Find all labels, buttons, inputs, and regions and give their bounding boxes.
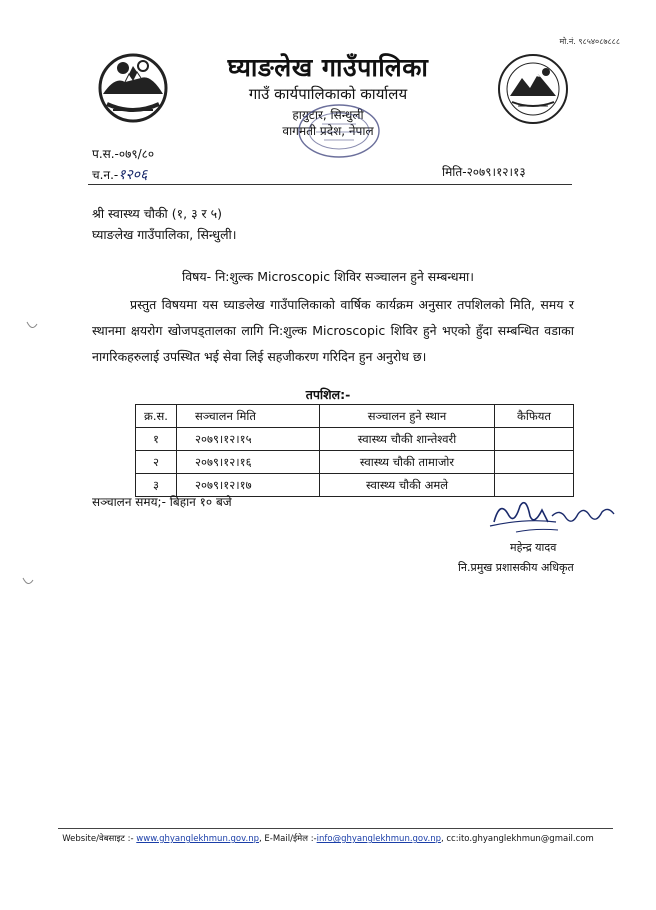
date-value: २०७९।१२।१३ — [466, 165, 526, 179]
signature-icon — [486, 492, 620, 536]
recipient-line-1: श्री स्वास्थ्य चौकी (१, ३ र ५) — [92, 206, 223, 221]
schedule-table — [135, 404, 574, 497]
office-seal-stamp-icon — [296, 102, 382, 160]
recipient-line-2: घ्याङलेख गाउँपालिका, सिन्धुली। — [92, 227, 237, 242]
table-title: तपशिल:- — [305, 387, 351, 402]
organization-name: घ्याङलेख गाउँपालिका — [227, 53, 429, 82]
municipality-logo-icon — [496, 52, 570, 126]
cc-email: , cc:ito.ghyanglekhmun@gmail.com — [440, 834, 594, 844]
patra-label: प.स.- — [92, 147, 119, 161]
email-label: , E-Mail/ईमेल :- — [259, 834, 317, 844]
address-line-2: वागमती प्रदेश, नेपाल — [282, 124, 374, 138]
row-place: स्वास्थ्य चौकी अमले — [320, 474, 495, 497]
letter-date — [442, 163, 526, 180]
row-date: २०७९।१२।१५ — [177, 428, 320, 451]
website-label: Website/वेबसाइट :- — [62, 834, 137, 844]
row-date: २०७९।१२।१७ — [177, 474, 320, 497]
row-remarks — [495, 428, 574, 451]
header-date: सञ्चालन मिति — [177, 405, 320, 428]
patra-sankhya — [92, 145, 154, 162]
row-place: स्वास्थ्य चौकी शान्तेश्वरी — [320, 428, 495, 451]
table-row — [136, 451, 574, 474]
email-link[interactable]: info@ghyanglekhmun.gov.np — [316, 834, 441, 844]
header-sn: क्र.स. — [136, 405, 177, 428]
row-place: स्वास्थ्य चौकी तामाजोर — [320, 451, 495, 474]
header-remarks: कैफियत — [495, 405, 574, 428]
chalani-label: च.न.- — [92, 168, 119, 182]
timing-note: सञ्चालन समय;- बिहान १० बजे — [92, 495, 232, 509]
website-link[interactable]: www.ghyanglekhmun.gov.np — [136, 834, 259, 844]
letter-subject: विषय- नि:शुल्क Microscopic शिविर सञ्चालन हुने सम्बन्धमा। — [181, 269, 475, 284]
table-header-row — [136, 405, 574, 428]
punch-hole-mark — [22, 576, 34, 588]
chalani-number — [92, 165, 147, 184]
signatory-name: महेन्द्र यादव — [510, 541, 557, 554]
date-label: मिति- — [442, 165, 467, 179]
header-divider — [88, 184, 572, 185]
header-place: सञ्चालन हुने स्थान — [320, 405, 495, 428]
punch-hole-mark — [26, 320, 38, 332]
footer-contact — [0, 833, 656, 844]
row-date: २०७९।१२।१६ — [177, 451, 320, 474]
mobile-number: मो.नं. ९८५४०८७८८८ — [559, 37, 620, 46]
office-name: गाउँ कार्यपालिकाको कार्यालय — [248, 85, 408, 103]
patra-value: ०७९/८० — [118, 147, 155, 161]
row-sn: २ — [136, 451, 177, 474]
row-remarks — [495, 451, 574, 474]
letter-body: प्रस्तुत विषयमा यस घ्याङलेख गाउँपालिकाको वार्षिक कार्यक्रम अनुसार तपशिलको मिति, समय र स्थानमा क्षयरोग खोजपड्तालका लागि नि:शुल्क Microscopic शिविर हुने भएको हुँदा सम्बन्धित वडाका नागरिकहरुलाई उपस्थित भई सेवा लिई सहजीकरण गरिदिन हुन अनुरोध छ। — [92, 297, 574, 364]
signatory-title: नि.प्रमुख प्रशासकीय अधिकृत — [458, 561, 574, 574]
row-sn: १ — [136, 428, 177, 451]
chalani-value: १२०६ — [118, 167, 148, 183]
address-line-1: हायुटार, सिन्धुली — [292, 108, 364, 122]
row-sn: ३ — [136, 474, 177, 497]
footer-divider — [58, 828, 613, 829]
table-row — [136, 428, 574, 451]
